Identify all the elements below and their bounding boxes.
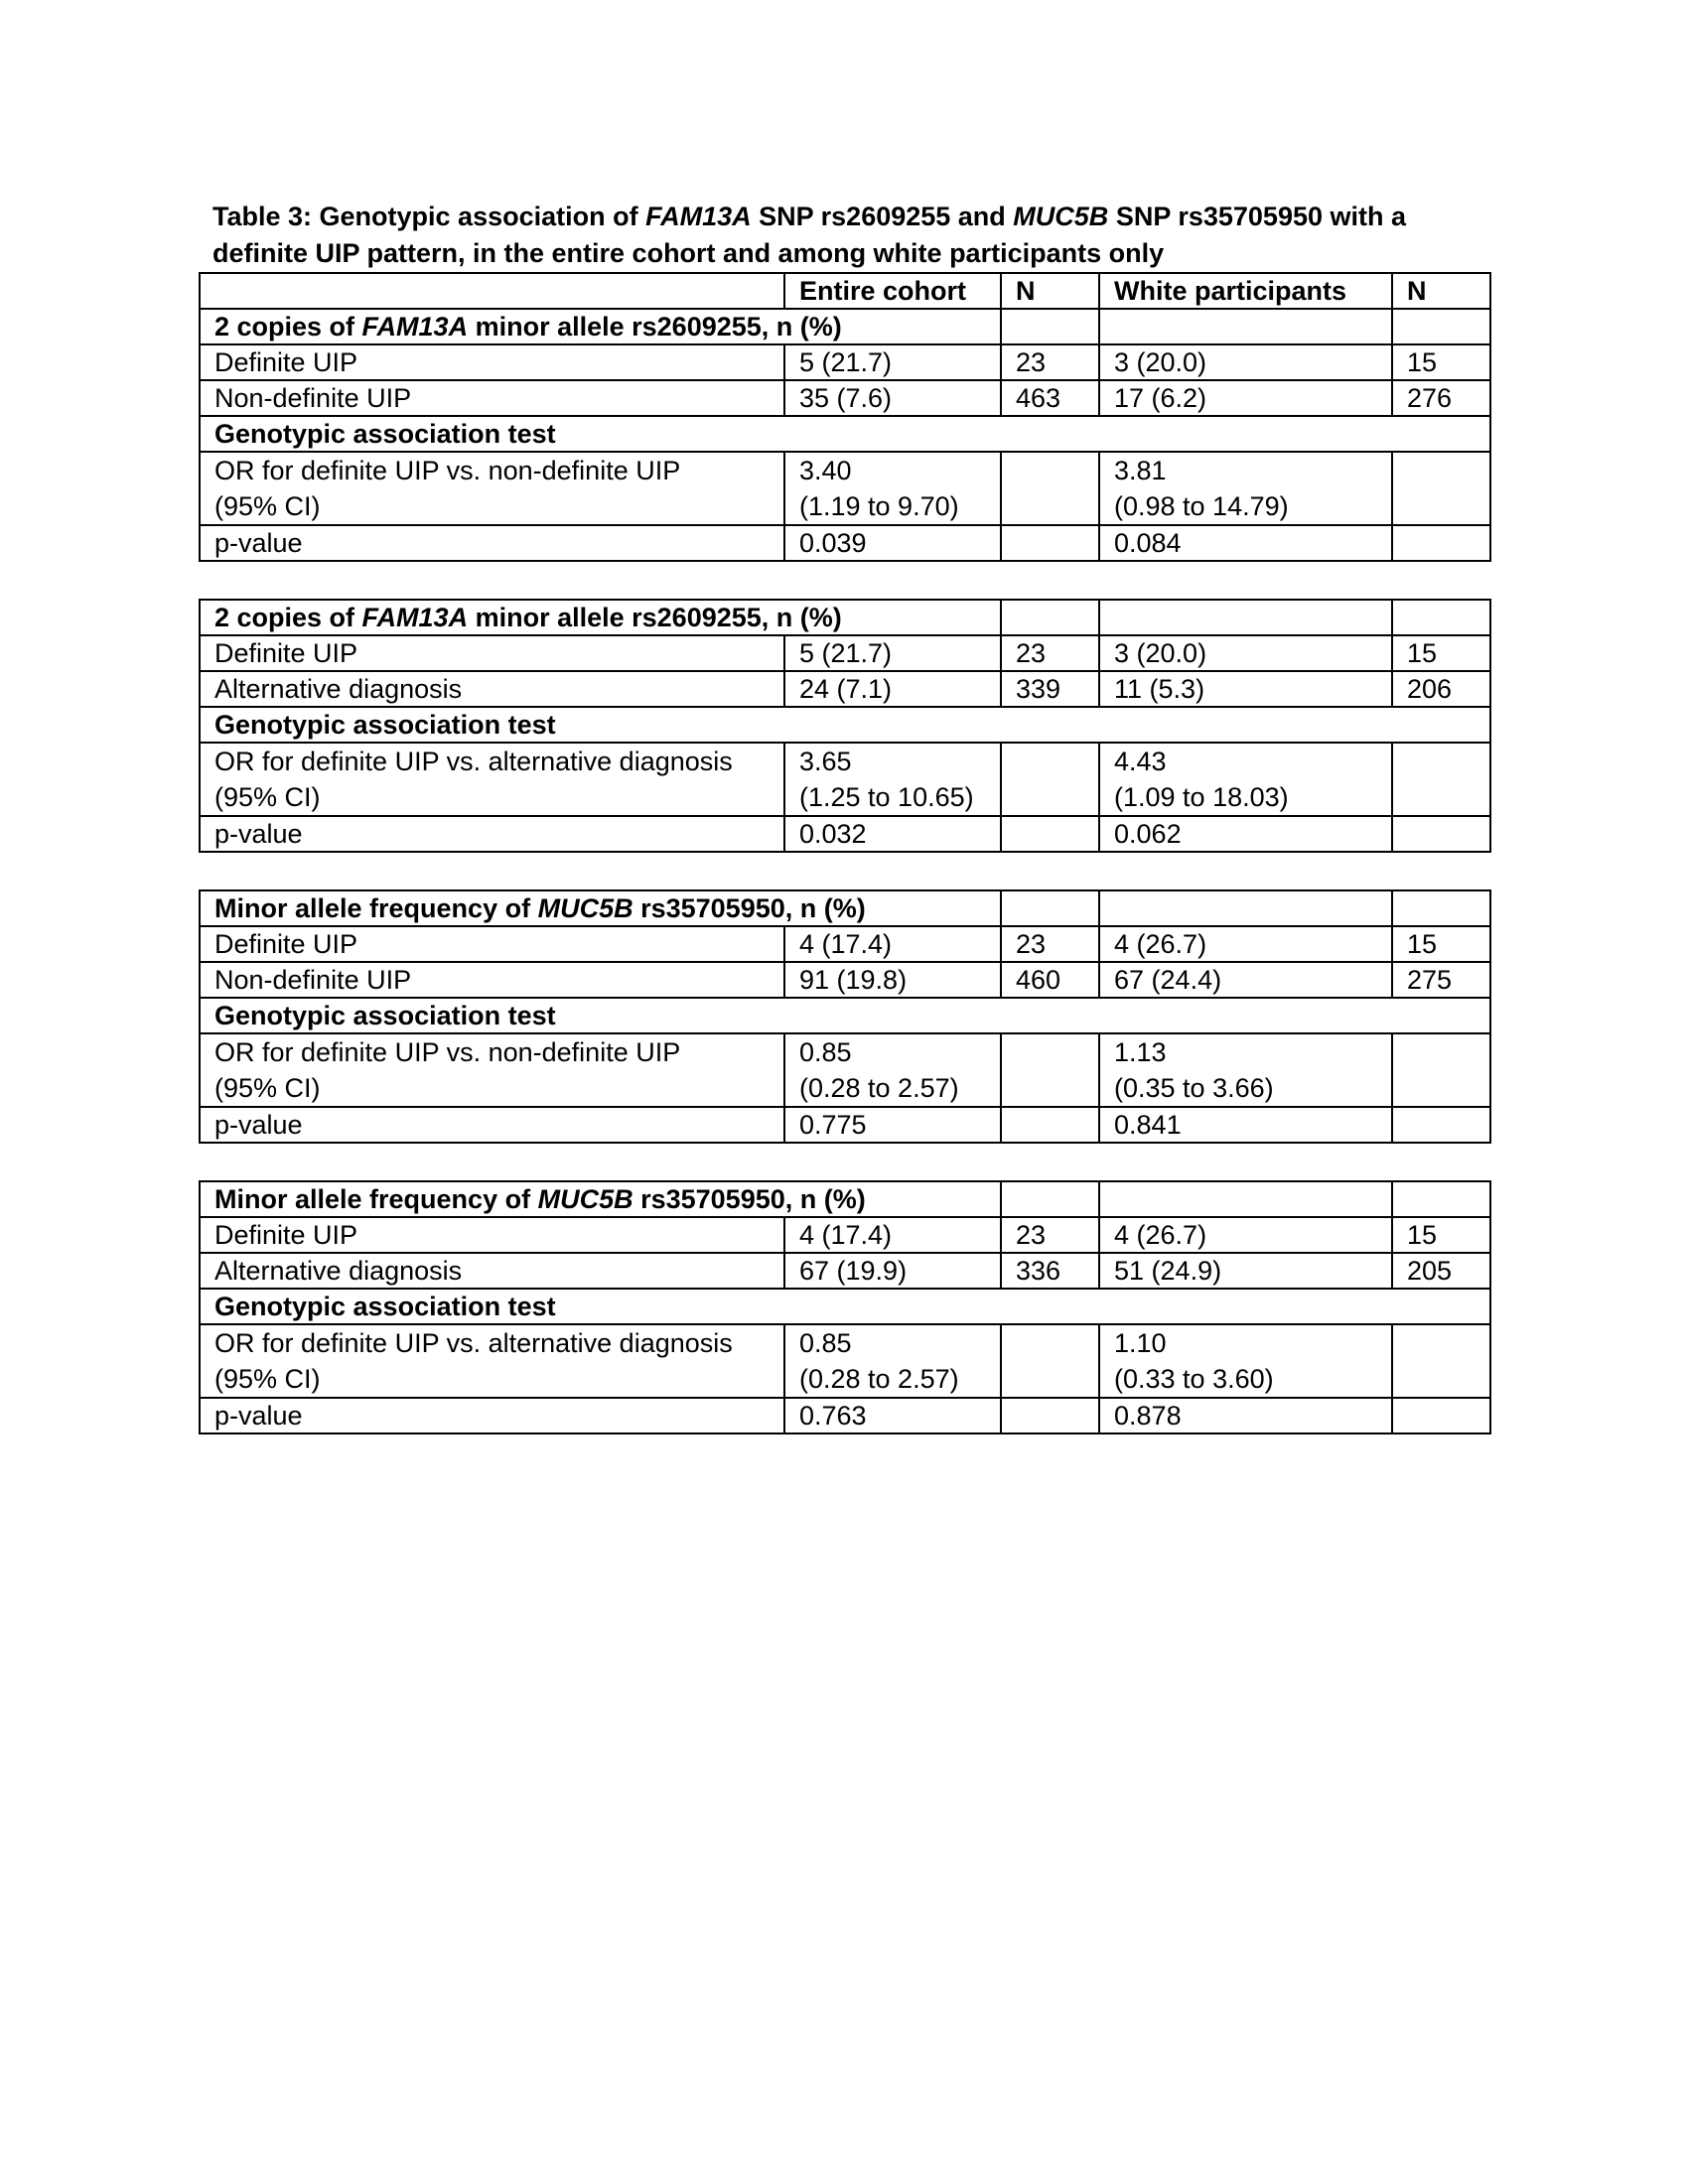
table-header-row xyxy=(200,273,1490,309)
or-row xyxy=(200,1324,1490,1398)
empty-cell xyxy=(1001,816,1099,852)
white-value: 17 (6.2) xyxy=(1099,380,1392,416)
empty-cell xyxy=(1001,890,1099,926)
caption-text: SNP rs2609255 and xyxy=(751,202,1014,231)
or-entire-value: 3.65 (1.25 to 10.65) xyxy=(784,743,1001,816)
table-row xyxy=(200,380,1490,416)
or-row xyxy=(200,1033,1490,1107)
empty-cell xyxy=(1001,1181,1099,1217)
entire-cohort-value: 4 (17.4) xyxy=(784,926,1001,962)
n-entire-value: 23 xyxy=(1001,344,1099,380)
row-label: Definite UIP xyxy=(200,1217,784,1253)
p-value-row xyxy=(200,525,1490,561)
entire-cohort-value: 91 (19.8) xyxy=(784,962,1001,998)
empty-cell xyxy=(1099,890,1392,926)
n-white-value: 206 xyxy=(1392,671,1490,707)
table-fam13a-vs-non-definite xyxy=(199,272,1491,562)
entire-cohort-value: 35 (7.6) xyxy=(784,380,1001,416)
n-entire-value: 339 xyxy=(1001,671,1099,707)
empty-cell xyxy=(1099,309,1392,344)
test-title-row xyxy=(200,416,1490,452)
p-value-entire: 0.775 xyxy=(784,1107,1001,1143)
white-value: 3 (20.0) xyxy=(1099,635,1392,671)
empty-cell xyxy=(1001,1398,1099,1433)
p-value-entire: 0.032 xyxy=(784,816,1001,852)
white-value: 51 (24.9) xyxy=(1099,1253,1392,1289)
section-title: Minor allele frequency of MUC5B rs35705950, n (%) xyxy=(200,890,1001,926)
header-white-participants: White participants xyxy=(1099,273,1392,309)
n-white-value: 275 xyxy=(1392,962,1490,998)
table-row xyxy=(200,926,1490,962)
white-value: 4 (26.7) xyxy=(1099,926,1392,962)
empty-cell xyxy=(1001,1324,1099,1398)
empty-cell xyxy=(1099,1181,1392,1217)
white-value: 4 (26.7) xyxy=(1099,1217,1392,1253)
white-value: 11 (5.3) xyxy=(1099,671,1392,707)
empty-cell xyxy=(1392,816,1490,852)
row-label: Definite UIP xyxy=(200,344,784,380)
test-title: Genotypic association test xyxy=(200,1289,1490,1324)
or-white-value: 1.13 (0.35 to 3.66) xyxy=(1099,1033,1392,1107)
row-label: Alternative diagnosis xyxy=(200,1253,784,1289)
row-label: Definite UIP xyxy=(200,635,784,671)
p-value-entire: 0.763 xyxy=(784,1398,1001,1433)
test-title-row xyxy=(200,707,1490,743)
section-title: 2 copies of FAM13A minor allele rs2609255, n (%) xyxy=(200,309,1001,344)
entire-cohort-value: 67 (19.9) xyxy=(784,1253,1001,1289)
row-label: Non-definite UIP xyxy=(200,380,784,416)
or-entire-value: 0.85 (0.28 to 2.57) xyxy=(784,1033,1001,1107)
caption-gene-muc5b: MUC5B xyxy=(1013,202,1109,231)
section-title-row xyxy=(200,890,1490,926)
or-label: OR for definite UIP vs. alternative diagnosis (95% CI) xyxy=(200,1324,784,1398)
caption-line-1 xyxy=(212,199,1489,235)
empty-cell xyxy=(1392,1398,1490,1433)
empty-cell xyxy=(1392,309,1490,344)
n-entire-value: 463 xyxy=(1001,380,1099,416)
or-row xyxy=(200,743,1490,816)
row-label: Non-definite UIP xyxy=(200,962,784,998)
header-n-entire: N xyxy=(1001,273,1099,309)
section-title-row xyxy=(200,1181,1490,1217)
p-value-label: p-value xyxy=(200,816,784,852)
caption-gene-fam13a: FAM13A xyxy=(645,202,752,231)
or-label: OR for definite UIP vs. alternative diagnosis (95% CI) xyxy=(200,743,784,816)
n-white-value: 15 xyxy=(1392,344,1490,380)
n-white-value: 205 xyxy=(1392,1253,1490,1289)
section-title-row xyxy=(200,600,1490,635)
n-entire-value: 460 xyxy=(1001,962,1099,998)
empty-cell xyxy=(1392,1033,1490,1107)
entire-cohort-value: 5 (21.7) xyxy=(784,344,1001,380)
p-value-row xyxy=(200,816,1490,852)
test-title: Genotypic association test xyxy=(200,998,1490,1033)
empty-cell xyxy=(1001,743,1099,816)
empty-cell xyxy=(1392,600,1490,635)
empty-cell xyxy=(1001,525,1099,561)
test-title: Genotypic association test xyxy=(200,416,1490,452)
p-value-row xyxy=(200,1398,1490,1433)
empty-cell xyxy=(1001,309,1099,344)
n-white-value: 15 xyxy=(1392,635,1490,671)
gene-name: MUC5B xyxy=(537,1184,633,1214)
p-value-label: p-value xyxy=(200,1398,784,1433)
header-n-white: N xyxy=(1392,273,1490,309)
or-white-value: 1.10 (0.33 to 3.60) xyxy=(1099,1324,1392,1398)
empty-cell xyxy=(1392,452,1490,525)
or-row xyxy=(200,452,1490,525)
document-page xyxy=(199,199,1489,1434)
empty-cell xyxy=(1001,452,1099,525)
section-title: 2 copies of FAM13A minor allele rs2609255, n (%) xyxy=(200,600,1001,635)
p-value-row xyxy=(200,1107,1490,1143)
caption-text: Table 3: Genotypic association of xyxy=(212,202,646,231)
or-white-value: 3.81 (0.98 to 14.79) xyxy=(1099,452,1392,525)
n-entire-value: 336 xyxy=(1001,1253,1099,1289)
p-value-white: 0.878 xyxy=(1099,1398,1392,1433)
section-title: Minor allele frequency of MUC5B rs35705950, n (%) xyxy=(200,1181,1001,1217)
table-row xyxy=(200,344,1490,380)
n-white-value: 15 xyxy=(1392,926,1490,962)
n-white-value: 276 xyxy=(1392,380,1490,416)
n-entire-value: 23 xyxy=(1001,635,1099,671)
p-value-white: 0.841 xyxy=(1099,1107,1392,1143)
table-row xyxy=(200,1217,1490,1253)
table-muc5b-vs-alternative xyxy=(199,1180,1491,1434)
p-value-white: 0.062 xyxy=(1099,816,1392,852)
empty-cell xyxy=(1392,1107,1490,1143)
table-muc5b-vs-non-definite xyxy=(199,889,1491,1144)
table-row xyxy=(200,1253,1490,1289)
gene-name: FAM13A xyxy=(361,312,469,341)
or-white-value: 4.43 (1.09 to 18.03) xyxy=(1099,743,1392,816)
gene-name: MUC5B xyxy=(537,893,633,923)
or-entire-value: 3.40 (1.19 to 9.70) xyxy=(784,452,1001,525)
empty-cell xyxy=(1392,1324,1490,1398)
entire-cohort-value: 4 (17.4) xyxy=(784,1217,1001,1253)
n-white-value: 15 xyxy=(1392,1217,1490,1253)
empty-cell xyxy=(1392,525,1490,561)
p-value-entire: 0.039 xyxy=(784,525,1001,561)
p-value-white: 0.084 xyxy=(1099,525,1392,561)
p-value-label: p-value xyxy=(200,1107,784,1143)
empty-cell xyxy=(1099,600,1392,635)
test-title-row xyxy=(200,1289,1490,1324)
table-row xyxy=(200,962,1490,998)
table-row xyxy=(200,671,1490,707)
row-label: Alternative diagnosis xyxy=(200,671,784,707)
empty-cell xyxy=(1392,890,1490,926)
p-value-label: p-value xyxy=(200,525,784,561)
empty-cell xyxy=(1001,1033,1099,1107)
row-label: Definite UIP xyxy=(200,926,784,962)
section-title-row xyxy=(200,309,1490,344)
empty-cell xyxy=(1392,1181,1490,1217)
white-value: 3 (20.0) xyxy=(1099,344,1392,380)
entire-cohort-value: 24 (7.1) xyxy=(784,671,1001,707)
empty-cell xyxy=(1392,743,1490,816)
n-entire-value: 23 xyxy=(1001,1217,1099,1253)
entire-cohort-value: 5 (21.7) xyxy=(784,635,1001,671)
empty-cell xyxy=(1001,600,1099,635)
table-row xyxy=(200,635,1490,671)
test-title-row xyxy=(200,998,1490,1033)
table-fam13a-vs-alternative xyxy=(199,599,1491,853)
white-value: 67 (24.4) xyxy=(1099,962,1392,998)
or-label: OR for definite UIP vs. non-definite UIP (95% CI) xyxy=(200,452,784,525)
test-title: Genotypic association test xyxy=(200,707,1490,743)
empty-cell xyxy=(1001,1107,1099,1143)
or-entire-value: 0.85 (0.28 to 2.57) xyxy=(784,1324,1001,1398)
header-blank-cell xyxy=(200,273,784,309)
caption-line-2: definite UIP pattern, in the entire cohort and among white participants only xyxy=(212,238,1165,268)
n-entire-value: 23 xyxy=(1001,926,1099,962)
caption-text: SNP rs35705950 with a xyxy=(1108,202,1407,231)
header-entire-cohort: Entire cohort xyxy=(784,273,1001,309)
gene-name: FAM13A xyxy=(361,603,469,632)
table-caption xyxy=(199,199,1489,272)
or-label: OR for definite UIP vs. non-definite UIP (95% CI) xyxy=(200,1033,784,1107)
